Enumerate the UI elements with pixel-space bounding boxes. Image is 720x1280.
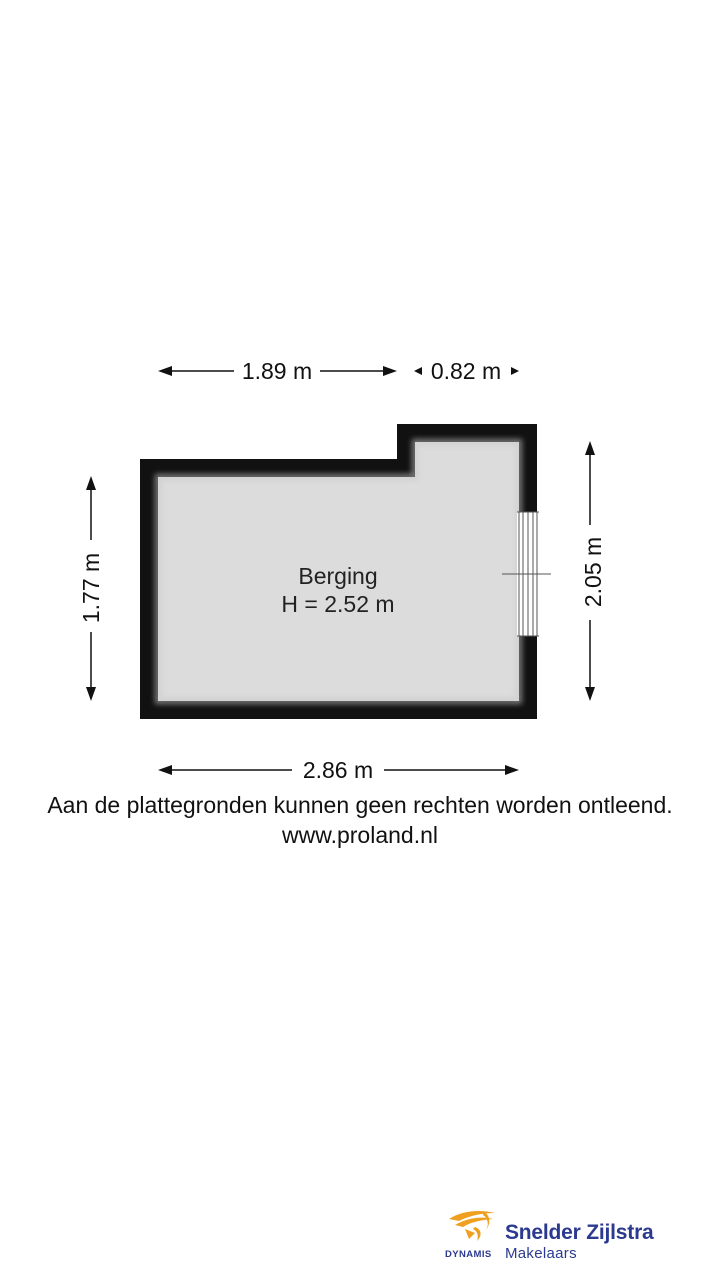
room-height: H = 2.52 m	[281, 591, 395, 617]
dimension-bottom-label: 2.86 m	[302, 757, 374, 783]
dynamis-label: DYNAMIS	[445, 1249, 492, 1260]
company-logo	[445, 1205, 705, 1265]
dimension-top-right-label: 0.82 m	[430, 358, 502, 384]
disclaimer-text: Aan de plattegronden kunnen geen rechten worden ontleend.	[47, 792, 673, 818]
website-link[interactable]: www.proland.nl	[282, 822, 438, 848]
dimension-left-label: 1.77 m	[78, 552, 104, 624]
room-name: Berging	[298, 563, 378, 589]
dynamis-mark-icon	[445, 1205, 501, 1249]
brand-name: Snelder Zijlstra	[505, 1221, 654, 1244]
dimension-top-left-label: 1.89 m	[241, 358, 313, 384]
dimension-right-label: 2.05 m	[580, 536, 606, 608]
brand-subtitle: Makelaars	[505, 1245, 577, 1262]
